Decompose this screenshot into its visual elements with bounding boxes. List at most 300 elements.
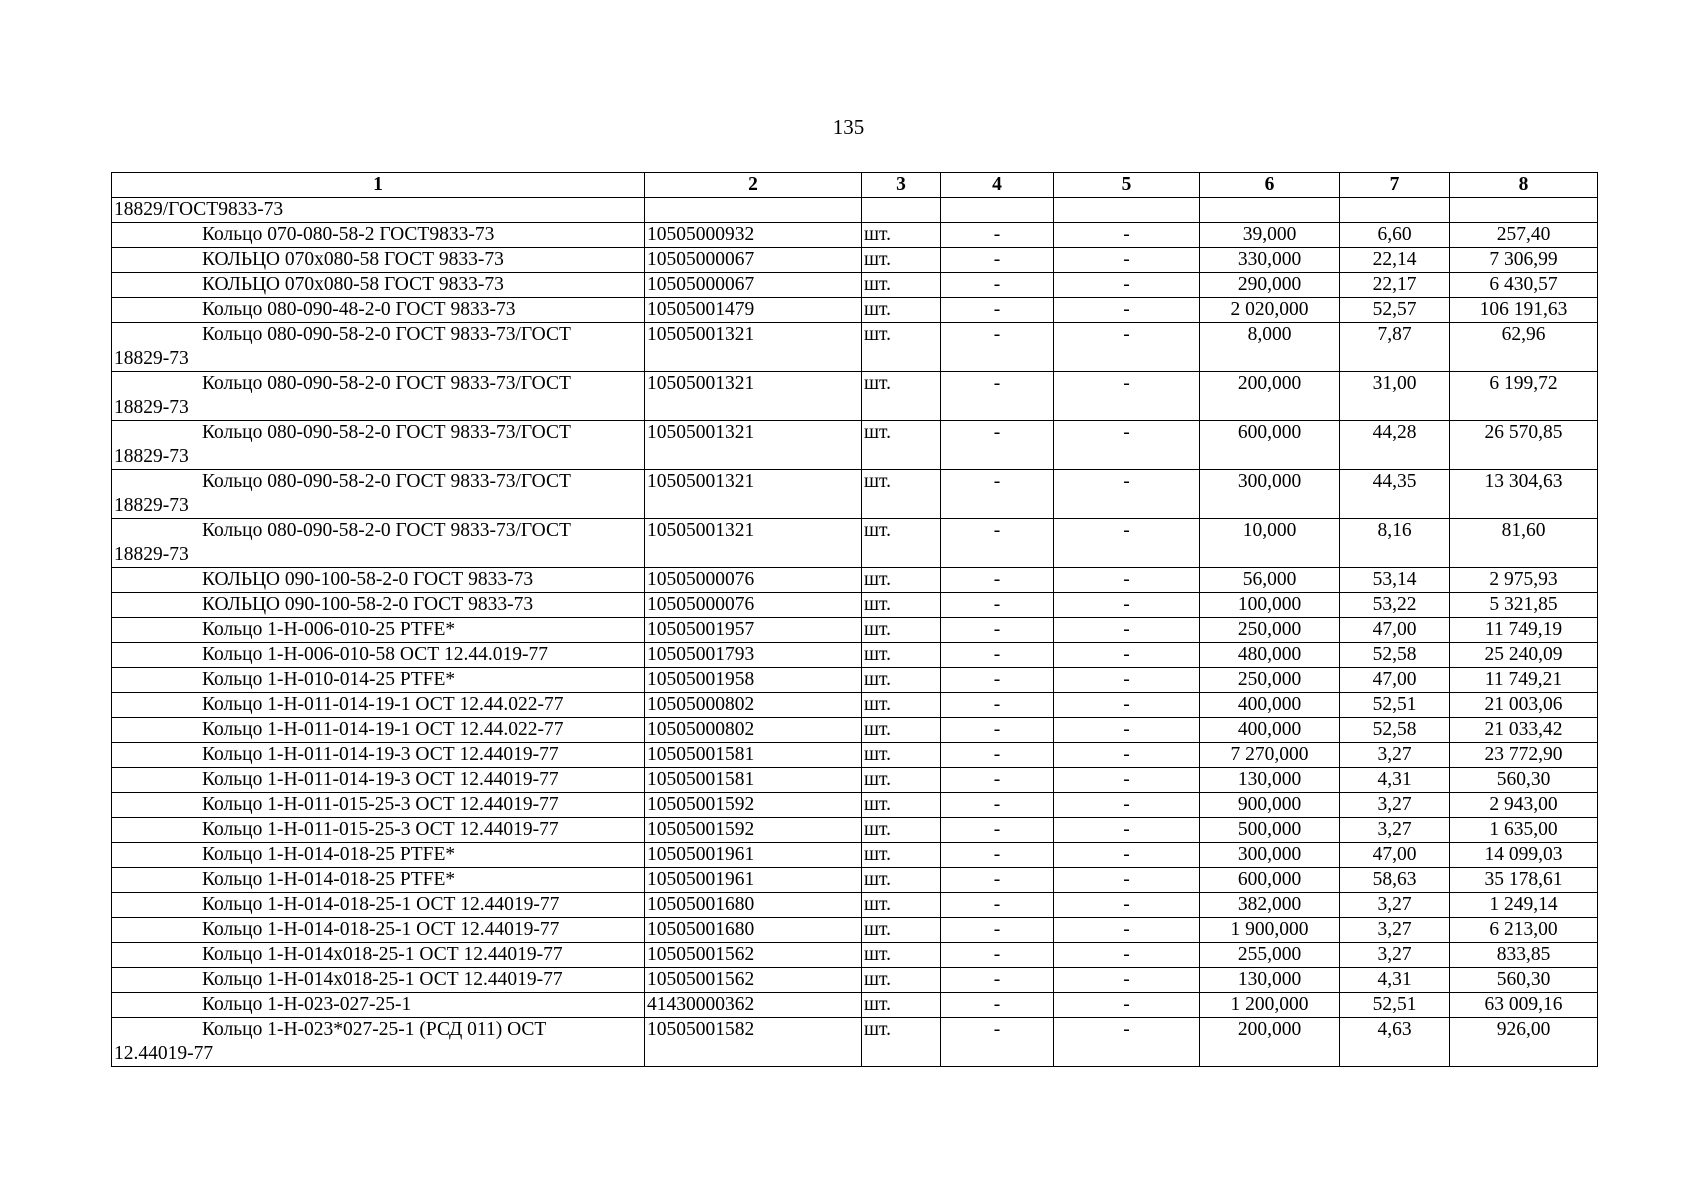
- unit-cell: шт.: [862, 868, 941, 893]
- unit-cell: шт.: [862, 1018, 941, 1067]
- sum-cell: 21 033,42: [1450, 718, 1598, 743]
- col4-cell: [941, 198, 1054, 223]
- sum-cell: 14 099,03: [1450, 843, 1598, 868]
- quantity-cell: 400,000: [1200, 693, 1340, 718]
- item-name-cell: [112, 793, 645, 818]
- item-name: КОЛЬЦО 070х080-58 ГОСТ 9833-73: [202, 274, 504, 295]
- table-row: [112, 618, 1598, 643]
- column-header-7: 7: [1340, 173, 1450, 198]
- item-name-cell: [112, 519, 645, 568]
- item-name-cell: [112, 470, 645, 519]
- unit-cell: шт.: [862, 843, 941, 868]
- price-cell: 44,35: [1340, 470, 1450, 519]
- table-row: [112, 793, 1598, 818]
- quantity-cell: 500,000: [1200, 818, 1340, 843]
- col4-cell: -: [941, 273, 1054, 298]
- column-header-2: 2: [645, 173, 862, 198]
- col4-cell: -: [941, 323, 1054, 372]
- price-cell: 4,31: [1340, 968, 1450, 993]
- quantity-cell: 600,000: [1200, 421, 1340, 470]
- item-name-cell: [112, 298, 645, 323]
- item-code-cell: 10505001958: [645, 668, 862, 693]
- price-cell: [1340, 198, 1450, 223]
- price-cell: 52,58: [1340, 643, 1450, 668]
- price-cell: 3,27: [1340, 918, 1450, 943]
- item-name-cell: [112, 323, 645, 372]
- col5-cell: -: [1054, 768, 1200, 793]
- quantity-cell: [1200, 198, 1340, 223]
- price-cell: 44,28: [1340, 421, 1450, 470]
- item-name-cell: [112, 618, 645, 643]
- sum-cell: 35 178,61: [1450, 868, 1598, 893]
- price-cell: 4,31: [1340, 768, 1450, 793]
- item-name-continuation: 18829-73: [114, 446, 189, 467]
- sum-cell: 926,00: [1450, 1018, 1598, 1067]
- price-cell: 7,87: [1340, 323, 1450, 372]
- item-name-cell: [112, 893, 645, 918]
- item-name: Кольцо 1-Н-011-014-19-1 ОСТ 12.44.022-77: [202, 719, 564, 740]
- price-cell: 53,22: [1340, 593, 1450, 618]
- item-code-cell: 10505001582: [645, 1018, 862, 1067]
- col5-cell: -: [1054, 1018, 1200, 1067]
- table-row: [112, 768, 1598, 793]
- table-row: [112, 693, 1598, 718]
- sum-cell: [1450, 198, 1598, 223]
- unit-cell: шт.: [862, 470, 941, 519]
- item-name-cell: [112, 668, 645, 693]
- unit-cell: шт.: [862, 918, 941, 943]
- col4-cell: -: [941, 768, 1054, 793]
- item-name: Кольцо 1-Н-014-018-25 PTFE*: [202, 869, 456, 890]
- sum-cell: 6 213,00: [1450, 918, 1598, 943]
- col5-cell: -: [1054, 323, 1200, 372]
- item-code-cell: 10505001581: [645, 743, 862, 768]
- unit-cell: шт.: [862, 693, 941, 718]
- price-cell: 52,51: [1340, 693, 1450, 718]
- item-name: Кольцо 1-Н-011-015-25-3 ОСТ 12.44019-77: [202, 819, 559, 840]
- item-name-cell: [112, 593, 645, 618]
- col5-cell: -: [1054, 993, 1200, 1018]
- unit-cell: шт.: [862, 668, 941, 693]
- col5-cell: -: [1054, 868, 1200, 893]
- unit-cell: шт.: [862, 298, 941, 323]
- quantity-cell: 130,000: [1200, 768, 1340, 793]
- table-row: [112, 593, 1598, 618]
- quantity-cell: 56,000: [1200, 568, 1340, 593]
- quantity-cell: 480,000: [1200, 643, 1340, 668]
- col5-cell: -: [1054, 298, 1200, 323]
- col4-cell: -: [941, 618, 1054, 643]
- table-row: [112, 893, 1598, 918]
- price-cell: 3,27: [1340, 893, 1450, 918]
- price-cell: 58,63: [1340, 868, 1450, 893]
- item-code-cell: 10505001321: [645, 421, 862, 470]
- sum-cell: 2 975,93: [1450, 568, 1598, 593]
- col4-cell: -: [941, 968, 1054, 993]
- col5-cell: [1054, 198, 1200, 223]
- col4-cell: -: [941, 693, 1054, 718]
- column-header-5: 5: [1054, 173, 1200, 198]
- sum-cell: 6 199,72: [1450, 372, 1598, 421]
- price-cell: 3,27: [1340, 793, 1450, 818]
- price-cell: 22,14: [1340, 248, 1450, 273]
- table-row: [112, 718, 1598, 743]
- item-name-cell: [112, 868, 645, 893]
- item-name: Кольцо 080-090-48-2-0 ГОСТ 9833-73: [202, 299, 516, 320]
- item-name-cell: [112, 693, 645, 718]
- item-name: КОЛЬЦО 070х080-58 ГОСТ 9833-73: [202, 249, 504, 270]
- col5-cell: -: [1054, 421, 1200, 470]
- item-name: Кольцо 1-Н-011-014-19-1 ОСТ 12.44.022-77: [202, 694, 564, 715]
- price-cell: 47,00: [1340, 668, 1450, 693]
- col4-cell: -: [941, 298, 1054, 323]
- quantity-cell: 382,000: [1200, 893, 1340, 918]
- sum-cell: 257,40: [1450, 223, 1598, 248]
- col5-cell: -: [1054, 470, 1200, 519]
- unit-cell: шт.: [862, 568, 941, 593]
- table-row: [112, 323, 1598, 372]
- col4-cell: -: [941, 893, 1054, 918]
- item-name: КОЛЬЦО 090-100-58-2-0 ГОСТ 9833-73: [202, 594, 534, 615]
- item-name: Кольцо 1-Н-010-014-25 PTFE*: [202, 669, 456, 690]
- col4-cell: -: [941, 372, 1054, 421]
- item-name-cell: [112, 743, 645, 768]
- sum-cell: 1 249,14: [1450, 893, 1598, 918]
- col5-cell: -: [1054, 793, 1200, 818]
- sum-cell: 63 009,16: [1450, 993, 1598, 1018]
- table-row: [112, 943, 1598, 968]
- unit-cell: шт.: [862, 421, 941, 470]
- price-cell: 6,60: [1340, 223, 1450, 248]
- table-row: [112, 1018, 1598, 1067]
- item-name: Кольцо 1-Н-011-015-25-3 ОСТ 12.44019-77: [202, 794, 559, 815]
- unit-cell: шт.: [862, 273, 941, 298]
- column-header-8: 8: [1450, 173, 1598, 198]
- item-name: Кольцо 1-Н-014х018-25-1 ОСТ 12.44019-77: [202, 944, 563, 965]
- col4-cell: -: [941, 248, 1054, 273]
- unit-cell: шт.: [862, 818, 941, 843]
- col5-cell: -: [1054, 918, 1200, 943]
- table-row: [112, 993, 1598, 1018]
- column-header-1: 1: [112, 173, 645, 198]
- table-row: [112, 818, 1598, 843]
- unit-cell: шт.: [862, 968, 941, 993]
- item-code-cell: 10505001321: [645, 372, 862, 421]
- quantity-cell: 400,000: [1200, 718, 1340, 743]
- item-name-cell: [112, 421, 645, 470]
- price-cell: 52,58: [1340, 718, 1450, 743]
- item-code-cell: 10505000076: [645, 568, 862, 593]
- price-cell: 53,14: [1340, 568, 1450, 593]
- col4-cell: -: [941, 993, 1054, 1018]
- table-row: [112, 868, 1598, 893]
- quantity-cell: 300,000: [1200, 470, 1340, 519]
- quantity-cell: 10,000: [1200, 519, 1340, 568]
- item-name: Кольцо 1-Н-006-010-25 PTFE*: [202, 619, 456, 640]
- quantity-cell: 1 900,000: [1200, 918, 1340, 943]
- item-name: Кольцо 1-Н-006-010-58 ОСТ 12.44.019-77: [202, 644, 549, 665]
- unit-cell: шт.: [862, 223, 941, 248]
- item-code-cell: 10505001321: [645, 470, 862, 519]
- sum-cell: 11 749,19: [1450, 618, 1598, 643]
- unit-cell: шт.: [862, 643, 941, 668]
- col4-cell: -: [941, 743, 1054, 768]
- item-code-cell: 10505001321: [645, 519, 862, 568]
- col5-cell: -: [1054, 372, 1200, 421]
- sum-cell: 6 430,57: [1450, 273, 1598, 298]
- price-cell: 3,27: [1340, 743, 1450, 768]
- unit-cell: шт.: [862, 618, 941, 643]
- item-name: Кольцо 1-Н-023*027-25-1 (РСД 011) ОСТ: [202, 1019, 547, 1040]
- unit-cell: шт.: [862, 768, 941, 793]
- item-name-continuation: 18829-73: [114, 397, 189, 418]
- quantity-cell: 600,000: [1200, 868, 1340, 893]
- col4-cell: -: [941, 718, 1054, 743]
- item-code-cell: [645, 198, 862, 223]
- col4-cell: -: [941, 421, 1054, 470]
- column-header-4: 4: [941, 173, 1054, 198]
- column-header-3: 3: [862, 173, 941, 198]
- col5-cell: -: [1054, 248, 1200, 273]
- unit-cell: шт.: [862, 593, 941, 618]
- item-name-cell: [112, 248, 645, 273]
- sum-cell: 62,96: [1450, 323, 1598, 372]
- quantity-cell: 1 200,000: [1200, 993, 1340, 1018]
- item-code-cell: 10505001680: [645, 893, 862, 918]
- item-name-cell: [112, 372, 645, 421]
- quantity-cell: 900,000: [1200, 793, 1340, 818]
- col4-cell: -: [941, 793, 1054, 818]
- item-name-cell: [112, 818, 645, 843]
- item-name-cell: [112, 718, 645, 743]
- item-code-cell: 41430000362: [645, 993, 862, 1018]
- item-name: Кольцо 1-Н-011-014-19-3 ОСТ 12.44019-77: [202, 744, 559, 765]
- quantity-cell: 200,000: [1200, 1018, 1340, 1067]
- col5-cell: -: [1054, 893, 1200, 918]
- item-code-cell: 10505001562: [645, 968, 862, 993]
- col4-cell: -: [941, 519, 1054, 568]
- col5-cell: -: [1054, 223, 1200, 248]
- col5-cell: -: [1054, 943, 1200, 968]
- item-name-cell: [112, 1018, 645, 1067]
- quantity-cell: 8,000: [1200, 323, 1340, 372]
- item-code-cell: 10505001581: [645, 768, 862, 793]
- table-body: [112, 198, 1598, 1067]
- item-name: Кольцо 080-090-58-2-0 ГОСТ 9833-73/ГОСТ: [202, 324, 571, 345]
- quantity-cell: 200,000: [1200, 372, 1340, 421]
- table-row: [112, 421, 1598, 470]
- item-name: Кольцо 1-Н-014-018-25-1 ОСТ 12.44019-77: [202, 919, 560, 940]
- item-name-cell: [112, 843, 645, 868]
- unit-cell: шт.: [862, 943, 941, 968]
- col4-cell: -: [941, 868, 1054, 893]
- item-code-cell: 10505001592: [645, 793, 862, 818]
- item-name-cell: [112, 643, 645, 668]
- quantity-cell: 100,000: [1200, 593, 1340, 618]
- sum-cell: 11 749,21: [1450, 668, 1598, 693]
- item-name-cell: [112, 968, 645, 993]
- quantity-cell: 7 270,000: [1200, 743, 1340, 768]
- quantity-cell: 255,000: [1200, 943, 1340, 968]
- table-row: [112, 248, 1598, 273]
- item-name: Кольцо 1-Н-023-027-25-1: [202, 994, 412, 1015]
- sum-cell: 26 570,85: [1450, 421, 1598, 470]
- col4-cell: -: [941, 943, 1054, 968]
- sum-cell: 81,60: [1450, 519, 1598, 568]
- item-code-cell: 10505001479: [645, 298, 862, 323]
- table-row: [112, 643, 1598, 668]
- col5-cell: -: [1054, 643, 1200, 668]
- unit-cell: шт.: [862, 323, 941, 372]
- column-header-6: 6: [1200, 173, 1340, 198]
- unit-cell: шт.: [862, 993, 941, 1018]
- quantity-cell: 39,000: [1200, 223, 1340, 248]
- unit-cell: шт.: [862, 519, 941, 568]
- col5-cell: -: [1054, 593, 1200, 618]
- table-row: [112, 843, 1598, 868]
- sum-cell: 560,30: [1450, 968, 1598, 993]
- col5-cell: -: [1054, 968, 1200, 993]
- sum-cell: 106 191,63: [1450, 298, 1598, 323]
- col5-cell: -: [1054, 818, 1200, 843]
- item-name: Кольцо 080-090-58-2-0 ГОСТ 9833-73/ГОСТ: [202, 471, 571, 492]
- item-code-cell: 10505000802: [645, 693, 862, 718]
- quantity-cell: 290,000: [1200, 273, 1340, 298]
- item-name: Кольцо 1-Н-011-014-19-3 ОСТ 12.44019-77: [202, 769, 559, 790]
- col5-cell: -: [1054, 693, 1200, 718]
- item-name-continuation: 12.44019-77: [114, 1043, 214, 1064]
- table-header-row: [112, 173, 1598, 198]
- item-code-cell: 10505001592: [645, 818, 862, 843]
- item-name: Кольцо 1-Н-014-018-25 PTFE*: [202, 844, 456, 865]
- col4-cell: -: [941, 643, 1054, 668]
- item-name-cell: [112, 918, 645, 943]
- item-code-cell: 10505001680: [645, 918, 862, 943]
- unit-cell: [862, 198, 941, 223]
- price-cell: 47,00: [1340, 618, 1450, 643]
- col5-cell: -: [1054, 618, 1200, 643]
- unit-cell: шт.: [862, 718, 941, 743]
- price-cell: 52,51: [1340, 993, 1450, 1018]
- item-code-cell: 10505001961: [645, 843, 862, 868]
- table-row: [112, 918, 1598, 943]
- item-name: Кольцо 1-Н-014-018-25-1 ОСТ 12.44019-77: [202, 894, 560, 915]
- item-code-cell: 10505001321: [645, 323, 862, 372]
- unit-cell: шт.: [862, 248, 941, 273]
- col4-cell: -: [941, 470, 1054, 519]
- item-code-cell: 10505000067: [645, 248, 862, 273]
- table-row: [112, 668, 1598, 693]
- item-name-cell: [112, 273, 645, 298]
- table-row: [112, 372, 1598, 421]
- item-name: Кольцо 070-080-58-2 ГОСТ9833-73: [202, 224, 495, 245]
- col5-cell: -: [1054, 668, 1200, 693]
- item-name: Кольцо 080-090-58-2-0 ГОСТ 9833-73/ГОСТ: [202, 520, 571, 541]
- table-row: [112, 519, 1598, 568]
- quantity-cell: 330,000: [1200, 248, 1340, 273]
- col4-cell: -: [941, 818, 1054, 843]
- item-name-continuation: 18829-73: [114, 544, 189, 565]
- sum-cell: 21 003,06: [1450, 693, 1598, 718]
- sum-cell: 560,30: [1450, 768, 1598, 793]
- item-code-cell: 10505001793: [645, 643, 862, 668]
- item-name: Кольцо 080-090-58-2-0 ГОСТ 9833-73/ГОСТ: [202, 422, 571, 443]
- item-name-cell: [112, 768, 645, 793]
- item-name-cell: [112, 223, 645, 248]
- col4-cell: -: [941, 843, 1054, 868]
- col4-cell: -: [941, 223, 1054, 248]
- sum-cell: 5 321,85: [1450, 593, 1598, 618]
- col5-cell: -: [1054, 743, 1200, 768]
- quantity-cell: 250,000: [1200, 668, 1340, 693]
- item-name: Кольцо 1-Н-014х018-25-1 ОСТ 12.44019-77: [202, 969, 563, 990]
- item-code-cell: 10505001562: [645, 943, 862, 968]
- col4-cell: -: [941, 593, 1054, 618]
- price-cell: 3,27: [1340, 818, 1450, 843]
- item-code-cell: 10505001961: [645, 868, 862, 893]
- col4-cell: -: [941, 918, 1054, 943]
- sum-cell: 2 943,00: [1450, 793, 1598, 818]
- col4-cell: -: [941, 668, 1054, 693]
- table-row: [112, 470, 1598, 519]
- table-row: [112, 223, 1598, 248]
- col5-cell: -: [1054, 843, 1200, 868]
- unit-cell: шт.: [862, 893, 941, 918]
- quantity-cell: 2 020,000: [1200, 298, 1340, 323]
- col5-cell: -: [1054, 718, 1200, 743]
- table-row: [112, 273, 1598, 298]
- item-name-continuation: 18829/ГОСТ9833-73: [114, 199, 284, 220]
- item-name-cell: [112, 943, 645, 968]
- item-name-continuation: 18829-73: [114, 495, 189, 516]
- price-cell: 47,00: [1340, 843, 1450, 868]
- item-name: Кольцо 080-090-58-2-0 ГОСТ 9833-73/ГОСТ: [202, 373, 571, 394]
- unit-cell: шт.: [862, 793, 941, 818]
- item-name-continuation: 18829-73: [114, 348, 189, 369]
- unit-cell: шт.: [862, 372, 941, 421]
- table-row: [112, 568, 1598, 593]
- quantity-cell: 300,000: [1200, 843, 1340, 868]
- goods-table: [111, 172, 1598, 1067]
- sum-cell: 13 304,63: [1450, 470, 1598, 519]
- sum-cell: 7 306,99: [1450, 248, 1598, 273]
- unit-cell: шт.: [862, 743, 941, 768]
- col4-cell: -: [941, 1018, 1054, 1067]
- item-code-cell: 10505000076: [645, 593, 862, 618]
- item-code-cell: 10505000932: [645, 223, 862, 248]
- page-number: 135: [832, 115, 865, 139]
- item-code-cell: 10505000067: [645, 273, 862, 298]
- col5-cell: -: [1054, 273, 1200, 298]
- table-row: [112, 298, 1598, 323]
- price-cell: 4,63: [1340, 1018, 1450, 1067]
- table-row: [112, 198, 1598, 223]
- sum-cell: 1 635,00: [1450, 818, 1598, 843]
- price-cell: 3,27: [1340, 943, 1450, 968]
- price-cell: 22,17: [1340, 273, 1450, 298]
- item-code-cell: 10505001957: [645, 618, 862, 643]
- price-cell: 8,16: [1340, 519, 1450, 568]
- col5-cell: -: [1054, 519, 1200, 568]
- quantity-cell: 250,000: [1200, 618, 1340, 643]
- item-code-cell: 10505000802: [645, 718, 862, 743]
- sum-cell: 25 240,09: [1450, 643, 1598, 668]
- sum-cell: 23 772,90: [1450, 743, 1598, 768]
- sum-cell: 833,85: [1450, 943, 1598, 968]
- price-cell: 52,57: [1340, 298, 1450, 323]
- item-name-cell: [112, 568, 645, 593]
- item-name: КОЛЬЦО 090-100-58-2-0 ГОСТ 9833-73: [202, 569, 534, 590]
